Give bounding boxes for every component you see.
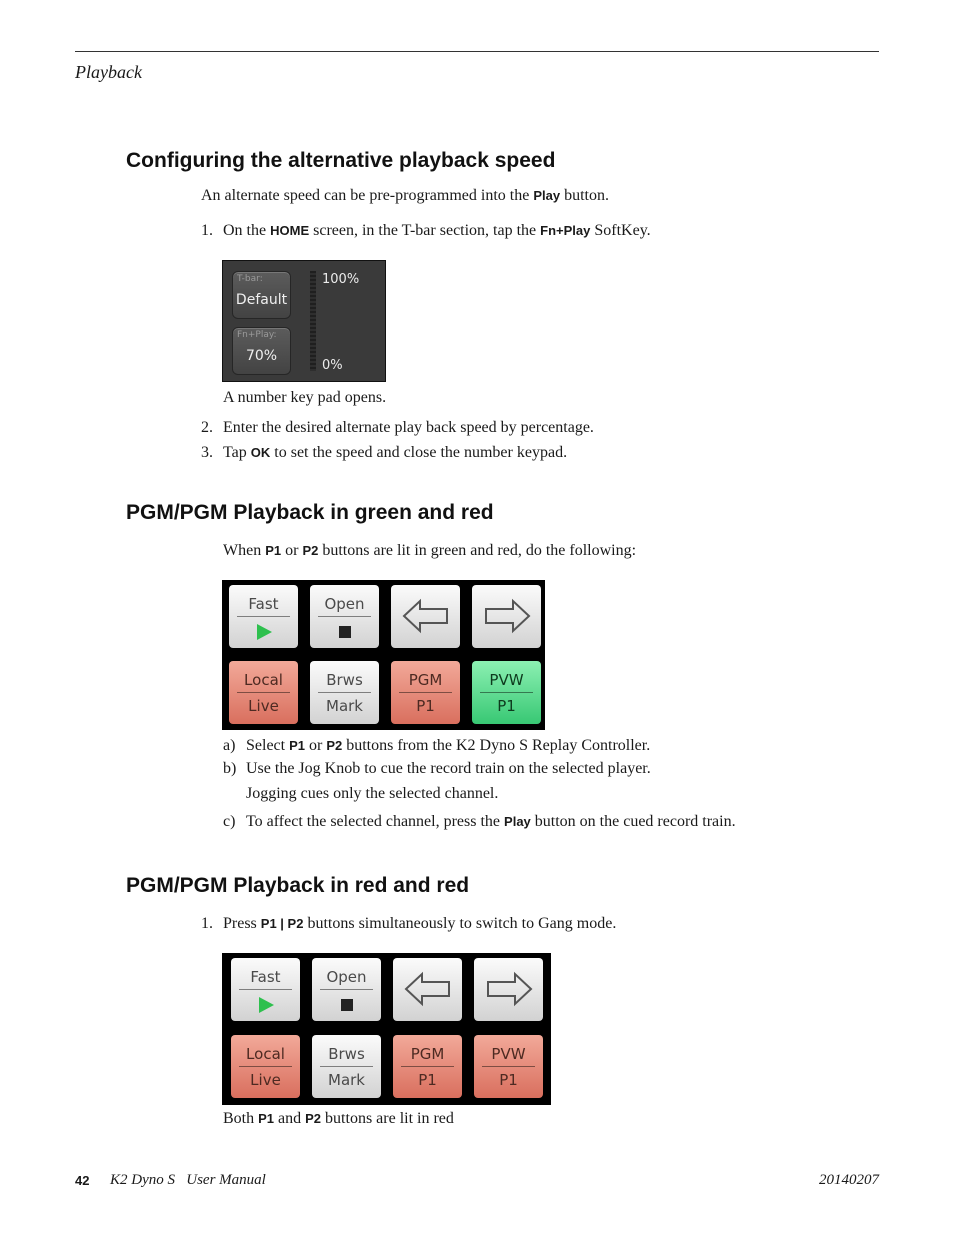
step-2: 2. Enter the desired alternate play back speed by percentage.	[201, 419, 594, 436]
stop-icon	[341, 999, 353, 1011]
arrow-left-icon	[402, 598, 450, 634]
section-title-green-red: PGM/PGM Playback in green and red	[126, 501, 494, 524]
substep-b: b) Use the Jog Knob to cue the record train on the selected player.	[223, 760, 651, 777]
red-red-caption: Both P1 and P2 buttons are lit in red	[223, 1110, 454, 1127]
left-arrow-button[interactable]	[393, 958, 462, 1021]
pvw-p1-button[interactable]: PVW P1	[472, 661, 541, 724]
tbar-screenshot	[222, 260, 386, 382]
left-arrow-button[interactable]	[391, 585, 460, 648]
stop-icon	[339, 626, 351, 638]
tbar-softkey[interactable]: T-bar: Default	[232, 271, 291, 319]
open-stop-button[interactable]: Open	[312, 958, 381, 1021]
brws-mark-button[interactable]: Brws Mark	[310, 661, 379, 724]
fast-play-button[interactable]: Fast	[231, 958, 300, 1021]
header-rule	[75, 51, 879, 52]
button-grid-green-red	[222, 580, 545, 730]
local-live-button[interactable]: Local Live	[229, 661, 298, 724]
open-stop-button[interactable]: Open	[310, 585, 379, 648]
substep-c: c) To affect the selected channel, press the Play button on the cued record train.	[223, 813, 736, 830]
local-live-button[interactable]: Local Live	[231, 1035, 300, 1098]
arrow-right-icon	[485, 971, 533, 1007]
gang-step-1: 1. Press P1 | P2 buttons simultaneously to switch to Gang mode.	[201, 915, 617, 932]
brws-mark-button[interactable]: Brws Mark	[312, 1035, 381, 1098]
ui-term-fn-play: Fn+Play	[540, 223, 591, 238]
section-title-alt-speed: Configuring the alternative playback speed	[126, 149, 556, 172]
ui-term-play: Play	[533, 188, 561, 203]
play-icon	[259, 997, 274, 1013]
pgm-p1-button[interactable]: PGM P1	[393, 1035, 462, 1098]
arrow-right-icon	[483, 598, 531, 634]
fast-play-button[interactable]: Fast	[229, 585, 298, 648]
keypad-result-text: A number key pad opens.	[223, 389, 387, 406]
substep-b-note: Jogging cues only the selected channel.	[246, 785, 499, 802]
right-arrow-button[interactable]	[472, 585, 541, 648]
date-code: 20140207	[819, 1172, 879, 1188]
pgm-p1-button[interactable]: PGM P1	[391, 661, 460, 724]
ui-term-ok: OK	[250, 445, 271, 460]
alt-speed-intro: An alternate speed can be pre-programmed into the Play button.	[201, 187, 609, 204]
manual-title: K2 Dyno S User Manual	[110, 1172, 266, 1188]
tbar-bottom-percent: 0%	[322, 358, 343, 373]
play-icon	[257, 624, 272, 640]
ui-term-home: HOME	[270, 223, 310, 238]
page-number: 42	[75, 1173, 90, 1188]
running-head: Playback	[75, 62, 142, 82]
section-title-red-red: PGM/PGM Playback in red and red	[126, 874, 470, 897]
fn-play-softkey[interactable]: Fn+Play: 70%	[232, 327, 291, 375]
pvw-p1-button[interactable]: PVW P1	[474, 1035, 543, 1098]
tbar-top-percent: 100%	[322, 272, 360, 287]
substep-a: a) Select P1 or P2 buttons from the K2 Dyno S Replay Controller.	[223, 737, 651, 754]
arrow-left-icon	[404, 971, 452, 1007]
right-arrow-button[interactable]	[474, 958, 543, 1021]
green-red-intro: When P1 or P2 buttons are lit in green and red, do the following:	[223, 542, 637, 559]
tbar-track[interactable]	[310, 271, 316, 371]
button-grid-red-red	[222, 953, 551, 1105]
step-3: 3. Tap OK to set the speed and close the number keypad.	[201, 444, 568, 461]
step-1: 1. On the HOME screen, in the T-bar section, tap the Fn+Play SoftKey.	[201, 222, 651, 239]
